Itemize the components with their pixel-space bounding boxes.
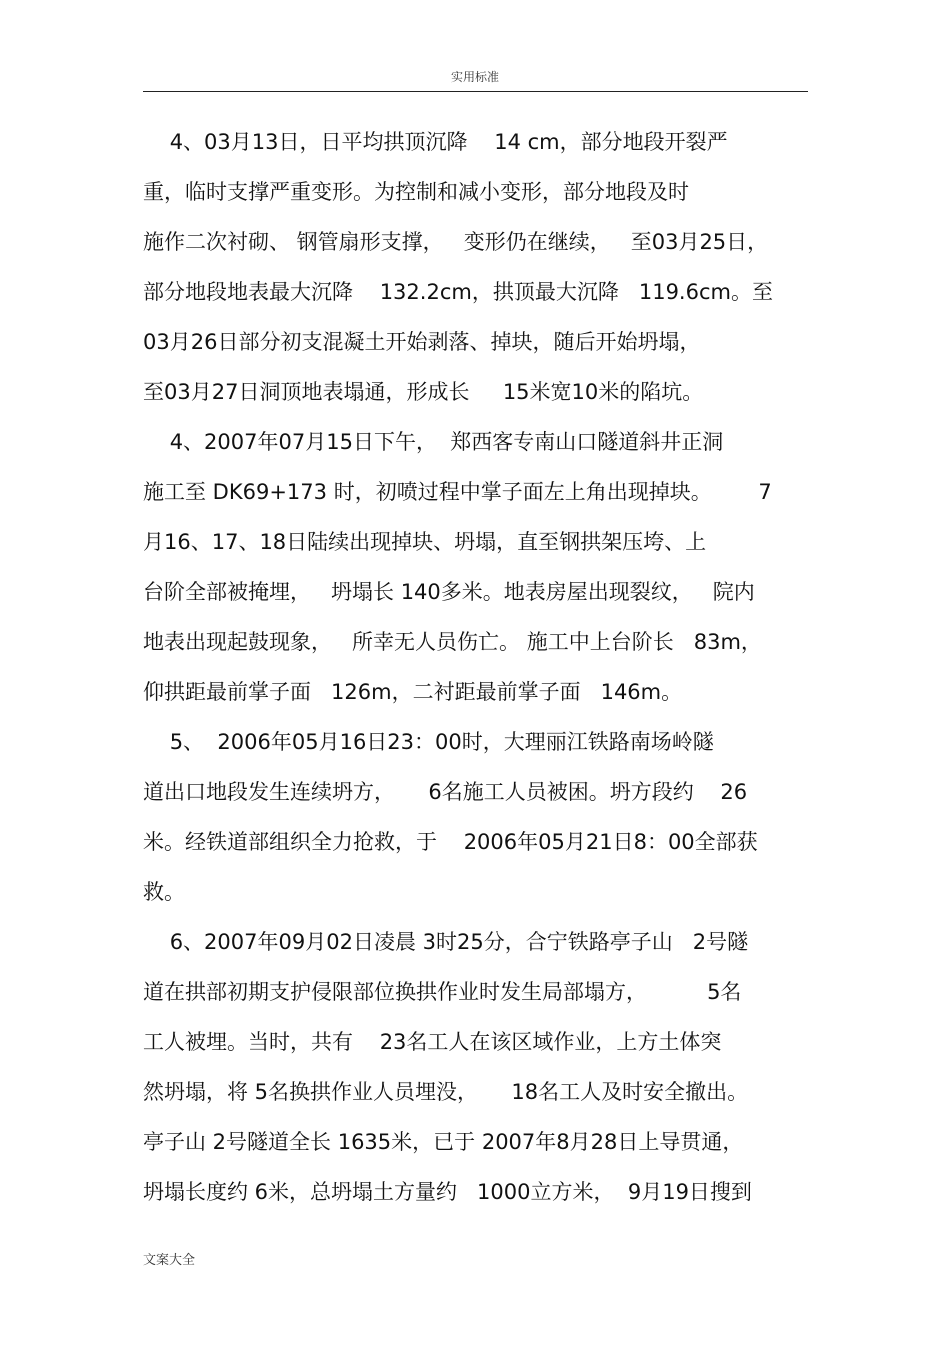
- page-header-title: 实用标准: [450, 70, 499, 84]
- text-line: 道在拱部初期支护侵限部位换拱作业时发生局部塌方， 5名: [143, 980, 742, 1004]
- text-line: 救。: [143, 880, 185, 904]
- text-line: 6、2007年09月02日凌晨 3时25分，合宁铁路亭子山 2号隧: [143, 930, 749, 954]
- text-line: 至03月27日洞顶地表塌通，形成长 15米宽10米的陷坑。: [143, 380, 704, 404]
- text-line: 坍塌长度约 6米，总坍塌土方量约 1000立方米， 9月19日搜到: [143, 1180, 752, 1204]
- text-line: 重，临时支撑严重变形。为控制和减小变形，部分地段及时: [143, 180, 689, 204]
- text-line: 台阶全部被掩埋， 坍塌长 140多米。地表房屋出现裂纹， 院内: [143, 580, 755, 604]
- page-footer-label: 文案大全: [143, 1253, 196, 1268]
- text-line: 部分地段地表最大沉降 132.2cm，拱顶最大沉降 119.6cm。至: [143, 280, 773, 304]
- text-line: 4、03月13日，日平均拱顶沉降 14 cm，部分地段开裂严: [143, 130, 728, 154]
- text-line: 施作二次衬砌、 钢管扇形支撑， 变形仍在继续， 至03月25日，: [143, 230, 769, 254]
- text-line: 施工至 DK69+173 时，初喷过程中掌子面左上角出现掉块。 7: [143, 480, 772, 504]
- text-line: 03月26日部分初支混凝土开始剥落、掉块，随后开始坍塌，: [143, 330, 701, 354]
- text-line: 月16、17、18日陆续出现掉块、坍塌，直至钢拱架压垮、上: [143, 530, 707, 554]
- text-line: 4、2007年07月15日下午， 郑西客专南山口隧道斜井正洞: [143, 430, 724, 454]
- text-line: 工人被埋。当时，共有 23名工人在该区域作业，上方土体突: [143, 1030, 722, 1054]
- text-line: 道出口地段发生连续坍方， 6名施工人员被困。坍方段约 26: [143, 780, 748, 804]
- text-line: 亭子山 2号隧道全长 1635米，已于 2007年8月28日上导贯通，: [143, 1130, 744, 1154]
- text-line: 然坍塌，将 5名换拱作业人员埋没， 18名工人及时安全撤出。: [143, 1080, 749, 1104]
- header-divider: [143, 91, 808, 92]
- text-line: 米。经铁道部组织全力抢救，于 2006年05月21日8：00全部获: [143, 830, 758, 854]
- text-line: 仰拱距最前掌子面 126m，二衬距最前掌子面 146m。: [143, 680, 683, 704]
- text-line: 5、 2006年05月16日23：00时，大理丽江铁路南场岭隧: [143, 730, 714, 754]
- text-line: 地表出现起鼓现象， 所幸无人员伤亡。 施工中上台阶长 83m，: [143, 630, 762, 654]
